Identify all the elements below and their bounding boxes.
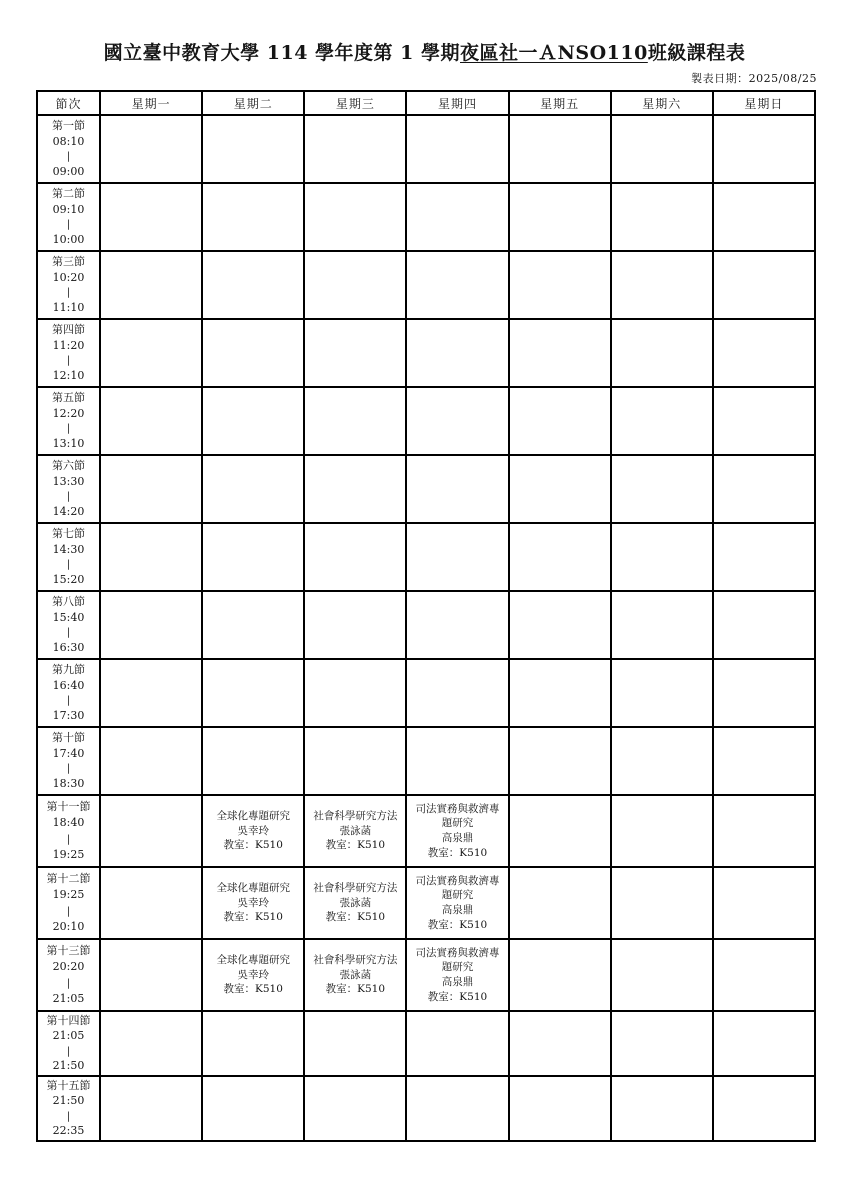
period-end-time: 20:10 <box>52 920 85 934</box>
course-teacher: 高泉鼎 <box>441 904 474 916</box>
empty-cell <box>509 591 611 659</box>
empty-cell <box>100 591 202 659</box>
empty-cell <box>100 1076 202 1141</box>
empty-cell <box>611 387 713 455</box>
period-cell <box>37 523 100 591</box>
course-cell <box>202 795 304 867</box>
period-row <box>37 319 815 387</box>
empty-cell <box>304 183 406 251</box>
course-teacher: 高泉鼎 <box>441 976 474 988</box>
period-cell-stack <box>38 940 99 1010</box>
empty-cell <box>713 319 815 387</box>
course-name: 司法實務與救濟專題研究 <box>415 802 500 830</box>
empty-cell <box>202 727 304 795</box>
course-teacher: 高泉鼎 <box>441 832 474 844</box>
course-cell-stack <box>407 868 507 938</box>
course-room: 教室：K510 <box>223 839 283 852</box>
period-cell-stack <box>38 320 99 386</box>
time-separator: | <box>66 423 71 435</box>
period-label: 第三節 <box>52 254 85 268</box>
corner-header: 節次 <box>37 91 100 115</box>
course-cell-stack <box>203 940 303 1010</box>
course-room: 教室：K510 <box>223 983 283 996</box>
empty-cell <box>713 867 815 939</box>
period-end-time: 09:00 <box>52 165 85 179</box>
day-header-5: 星期五 <box>509 91 611 115</box>
period-cell-stack <box>38 728 99 794</box>
period-row <box>37 251 815 319</box>
period-row <box>37 939 815 1011</box>
period-cell-stack <box>38 456 99 522</box>
empty-cell <box>611 115 713 183</box>
empty-cell <box>406 1011 508 1076</box>
period-cell <box>37 939 100 1011</box>
empty-cell <box>406 251 508 319</box>
course-cell <box>406 795 508 867</box>
course-name: 社會科學研究方法 <box>313 881 398 894</box>
period-cell-stack <box>38 116 99 182</box>
course-name: 社會科學研究方法 <box>313 809 398 822</box>
empty-cell <box>611 319 713 387</box>
course-teacher: 吳幸玲 <box>237 824 269 837</box>
header-row <box>37 91 815 115</box>
empty-cell <box>509 387 611 455</box>
created-date: 製表日期：2025/08/25 <box>691 72 817 85</box>
course-room: 教室：K510 <box>325 839 386 852</box>
period-cell-stack <box>38 1077 99 1140</box>
empty-cell <box>713 523 815 591</box>
course-cell <box>304 795 406 867</box>
period-label: 第五節 <box>52 390 85 404</box>
period-cell <box>37 591 100 659</box>
empty-cell <box>202 591 304 659</box>
course-room: 教室：K510 <box>427 990 488 1003</box>
time-separator: | <box>66 905 71 917</box>
empty-cell <box>509 251 611 319</box>
period-row <box>37 1076 815 1141</box>
empty-cell <box>100 727 202 795</box>
empty-cell <box>406 455 508 523</box>
period-row <box>37 795 815 867</box>
empty-cell <box>100 523 202 591</box>
period-start-time: 20:20 <box>52 960 85 974</box>
course-room: 教室：K510 <box>223 911 283 924</box>
period-row <box>37 591 815 659</box>
empty-cell <box>509 727 611 795</box>
period-cell <box>37 727 100 795</box>
empty-cell <box>611 455 713 523</box>
period-cell <box>37 659 100 727</box>
period-label: 第十一節 <box>46 799 91 813</box>
schedule-table <box>36 90 816 1142</box>
empty-cell <box>611 939 713 1011</box>
period-label: 第七節 <box>52 526 85 540</box>
empty-cell <box>611 251 713 319</box>
period-cell <box>37 319 100 387</box>
period-row <box>37 115 815 183</box>
empty-cell <box>100 455 202 523</box>
empty-cell <box>611 659 713 727</box>
period-end-time: 18:30 <box>52 777 85 791</box>
empty-cell <box>304 727 406 795</box>
empty-cell <box>100 659 202 727</box>
course-cell <box>406 867 508 939</box>
period-row <box>37 183 815 251</box>
empty-cell <box>202 455 304 523</box>
day-header-2: 星期二 <box>202 91 304 115</box>
empty-cell <box>304 659 406 727</box>
course-room: 教室：K510 <box>325 983 386 996</box>
course-name: 全球化專題研究 <box>216 953 290 966</box>
time-separator: | <box>66 559 71 571</box>
empty-cell <box>406 727 508 795</box>
period-start-time: 19:25 <box>52 888 85 902</box>
period-start-time: 21:05 <box>52 1029 85 1043</box>
empty-cell <box>509 319 611 387</box>
empty-cell <box>509 523 611 591</box>
empty-cell <box>509 939 611 1011</box>
period-end-time: 16:30 <box>52 641 85 655</box>
period-cell <box>37 867 100 939</box>
period-start-time: 18:40 <box>52 816 85 830</box>
empty-cell <box>100 939 202 1011</box>
empty-cell <box>509 867 611 939</box>
period-cell-stack <box>38 184 99 250</box>
empty-cell <box>202 1011 304 1076</box>
course-teacher: 張詠菡 <box>339 896 372 909</box>
empty-cell <box>406 319 508 387</box>
period-start-time: 13:30 <box>52 474 85 488</box>
period-start-time: 11:20 <box>52 338 85 352</box>
day-header-3: 星期三 <box>304 91 406 115</box>
day-header-1: 星期一 <box>100 91 202 115</box>
period-cell <box>37 183 100 251</box>
empty-cell <box>406 523 508 591</box>
period-end-time: 14:20 <box>52 505 85 519</box>
period-end-time: 21:50 <box>52 1058 85 1072</box>
course-name: 全球化專題研究 <box>216 809 290 822</box>
course-room: 教室：K510 <box>427 846 488 859</box>
period-end-time: 22:35 <box>52 1123 85 1137</box>
empty-cell <box>202 183 304 251</box>
empty-cell <box>100 867 202 939</box>
period-cell <box>37 1076 100 1141</box>
empty-cell <box>406 659 508 727</box>
empty-cell <box>611 523 713 591</box>
title-class-code: 夜區社一ＡNSO110 <box>460 42 648 64</box>
course-cell-stack <box>203 796 303 866</box>
empty-cell <box>100 319 202 387</box>
period-end-time: 10:00 <box>52 233 85 247</box>
course-cell <box>406 939 508 1011</box>
period-cell-stack <box>38 252 99 318</box>
period-label: 第十三節 <box>46 943 91 957</box>
course-teacher: 張詠菡 <box>339 968 372 981</box>
empty-cell <box>202 523 304 591</box>
empty-cell <box>509 795 611 867</box>
empty-cell <box>713 251 815 319</box>
period-start-time: 08:10 <box>52 134 85 148</box>
course-cell-stack <box>203 868 303 938</box>
period-label: 第八節 <box>52 594 85 608</box>
empty-cell <box>202 115 304 183</box>
period-cell <box>37 1011 100 1076</box>
time-separator: | <box>66 151 71 163</box>
empty-cell <box>713 1076 815 1141</box>
period-cell-stack <box>38 592 99 658</box>
period-start-time: 09:10 <box>52 202 85 216</box>
period-start-time: 10:20 <box>52 270 85 284</box>
empty-cell <box>406 183 508 251</box>
period-label: 第十四節 <box>46 1014 91 1028</box>
course-cell-stack <box>407 796 507 866</box>
empty-cell <box>406 387 508 455</box>
course-cell-stack <box>305 940 405 1010</box>
course-name: 全球化專題研究 <box>216 881 290 894</box>
period-cell-stack <box>38 524 99 590</box>
empty-cell <box>100 1011 202 1076</box>
empty-cell <box>611 795 713 867</box>
period-label: 第九節 <box>52 662 85 676</box>
empty-cell <box>304 523 406 591</box>
period-cell <box>37 115 100 183</box>
title-suffix: 班級課程表 <box>647 42 746 64</box>
period-row <box>37 727 815 795</box>
period-cell <box>37 251 100 319</box>
course-cell <box>202 867 304 939</box>
period-start-time: 12:20 <box>52 406 85 420</box>
course-teacher: 吳幸玲 <box>237 968 269 981</box>
empty-cell <box>202 387 304 455</box>
empty-cell <box>202 251 304 319</box>
time-separator: | <box>66 355 71 367</box>
empty-cell <box>304 455 406 523</box>
period-cell-stack <box>38 868 99 938</box>
day-header-6: 星期六 <box>611 91 713 115</box>
empty-cell <box>406 1076 508 1141</box>
time-separator: | <box>66 491 71 503</box>
period-label: 第四節 <box>52 322 85 336</box>
period-cell <box>37 455 100 523</box>
period-cell <box>37 795 100 867</box>
empty-cell <box>100 251 202 319</box>
empty-cell <box>713 939 815 1011</box>
period-cell <box>37 387 100 455</box>
course-cell <box>304 867 406 939</box>
time-separator: | <box>66 1045 71 1057</box>
empty-cell <box>202 1076 304 1141</box>
course-cell-stack <box>305 796 405 866</box>
period-row <box>37 867 815 939</box>
course-cell <box>304 939 406 1011</box>
empty-cell <box>611 591 713 659</box>
period-end-time: 11:10 <box>52 301 85 315</box>
empty-cell <box>713 795 815 867</box>
empty-cell <box>100 387 202 455</box>
period-row <box>37 659 815 727</box>
time-separator: | <box>66 763 71 775</box>
period-row <box>37 1011 815 1076</box>
period-cell-stack <box>38 1012 99 1075</box>
course-cell-stack <box>305 868 405 938</box>
time-separator: | <box>66 219 71 231</box>
empty-cell <box>304 1076 406 1141</box>
period-end-time: 15:20 <box>52 573 85 587</box>
period-start-time: 17:40 <box>52 746 85 760</box>
period-end-time: 21:05 <box>52 992 85 1006</box>
page-title <box>0 0 849 65</box>
period-cell-stack <box>38 796 99 866</box>
empty-cell <box>304 251 406 319</box>
period-cell-stack <box>38 388 99 454</box>
empty-cell <box>202 319 304 387</box>
empty-cell <box>406 115 508 183</box>
period-label: 第六節 <box>52 458 85 472</box>
course-room: 教室：K510 <box>325 911 386 924</box>
period-start-time: 15:40 <box>52 610 85 624</box>
course-name: 社會科學研究方法 <box>313 953 398 966</box>
day-header-7: 星期日 <box>713 91 815 115</box>
course-teacher: 吳幸玲 <box>237 896 269 909</box>
empty-cell <box>304 387 406 455</box>
time-separator: | <box>66 1110 71 1122</box>
empty-cell <box>509 455 611 523</box>
period-start-time: 14:30 <box>52 542 85 556</box>
period-end-time: 13:10 <box>52 437 85 451</box>
period-start-time: 16:40 <box>52 678 85 692</box>
empty-cell <box>713 659 815 727</box>
course-name: 司法實務與救濟專題研究 <box>415 946 500 974</box>
empty-cell <box>304 319 406 387</box>
period-label: 第十五節 <box>46 1079 91 1093</box>
period-label: 第十節 <box>52 730 85 744</box>
empty-cell <box>713 591 815 659</box>
empty-cell <box>100 795 202 867</box>
empty-cell <box>713 1011 815 1076</box>
empty-cell <box>713 455 815 523</box>
period-label: 第一節 <box>52 118 85 132</box>
empty-cell <box>713 727 815 795</box>
period-start-time: 21:50 <box>52 1094 85 1108</box>
time-separator: | <box>66 287 71 299</box>
empty-cell <box>202 659 304 727</box>
empty-cell <box>611 183 713 251</box>
empty-cell <box>713 387 815 455</box>
period-end-time: 19:25 <box>52 848 85 862</box>
empty-cell <box>509 659 611 727</box>
empty-cell <box>611 1076 713 1141</box>
period-end-time: 12:10 <box>52 369 85 383</box>
day-header-4: 星期四 <box>406 91 508 115</box>
empty-cell <box>509 1011 611 1076</box>
empty-cell <box>713 115 815 183</box>
course-cell <box>202 939 304 1011</box>
period-label: 第十二節 <box>46 871 91 885</box>
empty-cell <box>304 1011 406 1076</box>
empty-cell <box>304 115 406 183</box>
time-separator: | <box>66 833 71 845</box>
empty-cell <box>509 183 611 251</box>
course-room: 教室：K510 <box>427 918 488 931</box>
empty-cell <box>611 867 713 939</box>
empty-cell <box>713 183 815 251</box>
course-name: 司法實務與救濟專題研究 <box>415 874 500 902</box>
period-row <box>37 523 815 591</box>
period-cell-stack <box>38 660 99 726</box>
period-end-time: 17:30 <box>52 709 85 723</box>
period-row <box>37 455 815 523</box>
period-label: 第二節 <box>52 186 85 200</box>
period-row <box>37 387 815 455</box>
course-cell-stack <box>407 940 507 1010</box>
empty-cell <box>509 1076 611 1141</box>
empty-cell <box>509 115 611 183</box>
empty-cell <box>100 183 202 251</box>
course-teacher: 張詠菡 <box>339 824 372 837</box>
time-separator: | <box>66 977 71 989</box>
empty-cell <box>100 115 202 183</box>
title-prefix: 國立臺中教育大學 114 學年度第 1 學期 <box>103 42 460 64</box>
empty-cell <box>611 727 713 795</box>
empty-cell <box>304 591 406 659</box>
empty-cell <box>611 1011 713 1076</box>
time-separator: | <box>66 695 71 707</box>
time-separator: | <box>66 627 71 639</box>
empty-cell <box>406 591 508 659</box>
